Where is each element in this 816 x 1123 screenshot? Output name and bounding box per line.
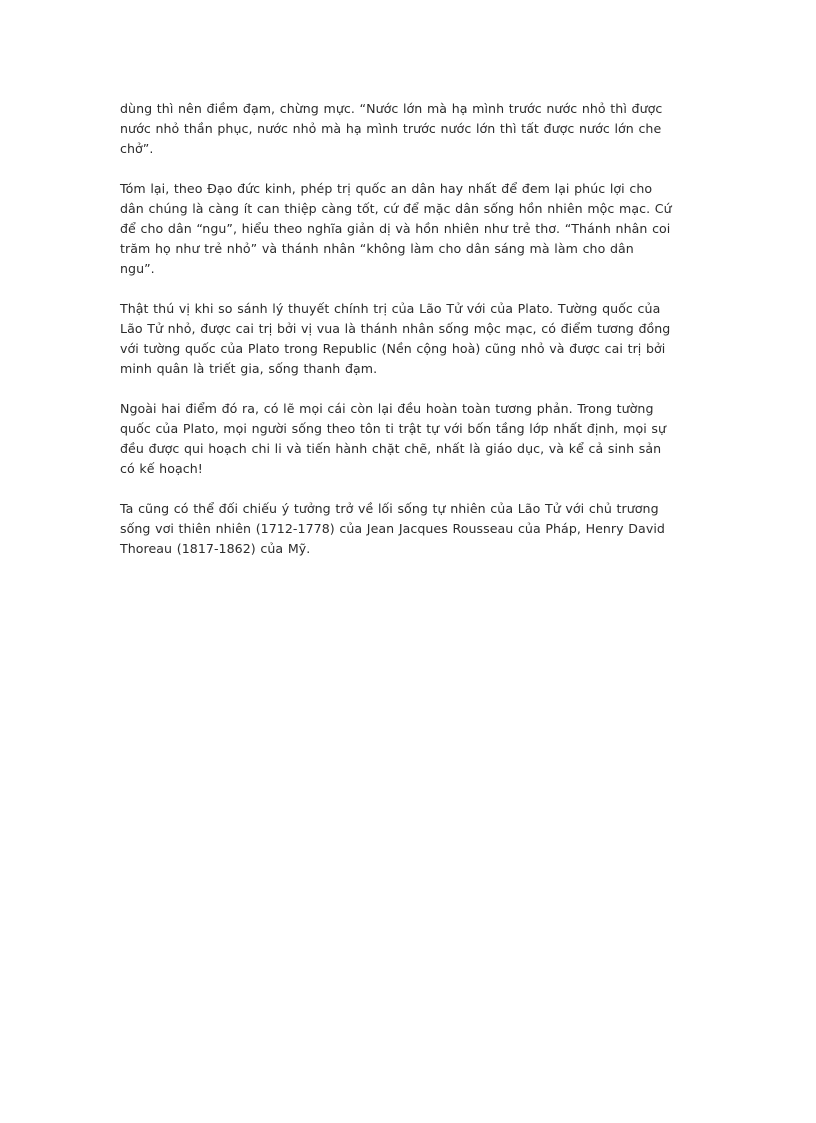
paragraph-1 — [120, 99, 705, 159]
text-line: dùng thì nên điềm đạm, chừng mực. “Nước lớn mà hạ mình trước nước nhỏ thì được — [120, 101, 663, 116]
text-line: để cho dân “ngu”, hiểu theo nghĩa giản dị và hồn nhiên như trẻ thơ. “Thánh nhân coi — [120, 221, 671, 236]
text-line: dân chúng là càng ít can thiệp càng tốt, cứ để mặc dân sống hồn nhiên mộc mạc. Cứ — [120, 201, 672, 216]
text-line: Ngoài hai điểm đó ra, có lẽ mọi cái còn lại đều hoàn toàn tương phản. Trong tường — [120, 401, 654, 416]
text-line: quốc của Plato, mọi người sống theo tôn ti trật tự với bốn tầng lớp nhất định, mọi sự — [120, 421, 667, 436]
paragraph-5 — [120, 499, 705, 559]
text-line: với tường quốc của Plato trong Republic (Nền cộng hoà) cũng nhỏ và được cai trị bởi — [120, 341, 666, 356]
text-line: Ta cũng có thể đối chiếu ý tưởng trở về lối sống tự nhiên của Lão Tử với chủ trương — [120, 501, 659, 516]
text-line: Thật thú vị khi so sánh lý thuyết chính trị của Lão Tử với của Plato. Tường quốc của — [120, 301, 661, 316]
text-line: trăm họ như trẻ nhỏ” và thánh nhân “không làm cho dân sáng mà làm cho dân — [120, 241, 634, 256]
paragraph-2 — [120, 179, 705, 279]
paragraph-4 — [120, 399, 705, 479]
paragraph-3 — [120, 299, 705, 379]
text-line: sống vơi thiên nhiên (1712-1778) của Jean Jacques Rousseau của Pháp, Henry David — [120, 521, 665, 536]
text-line: ngu”. — [120, 261, 155, 276]
text-line: có kế hoạch! — [120, 461, 203, 476]
text-line: chở”. — [120, 141, 154, 156]
text-line: minh quân là triết gia, sống thanh đạm. — [120, 361, 378, 376]
document-body — [120, 99, 705, 579]
text-line: nước nhỏ thần phục, nước nhỏ mà hạ mình trước nước lớn thì tất được nước lớn che — [120, 121, 662, 136]
text-line: Lão Tử nhỏ, được cai trị bởi vị vua là thánh nhân sống mộc mạc, có điểm tương đồng — [120, 321, 671, 336]
text-line: đều được qui hoạch chi li và tiến hành chặt chẽ, nhất là giáo dục, và kể cả sinh sản — [120, 441, 662, 456]
text-line: Thoreau (1817-1862) của Mỹ. — [120, 541, 311, 556]
text-line: Tóm lại, theo Đạo đức kinh, phép trị quốc an dân hay nhất để đem lại phúc lợi cho — [120, 181, 653, 196]
